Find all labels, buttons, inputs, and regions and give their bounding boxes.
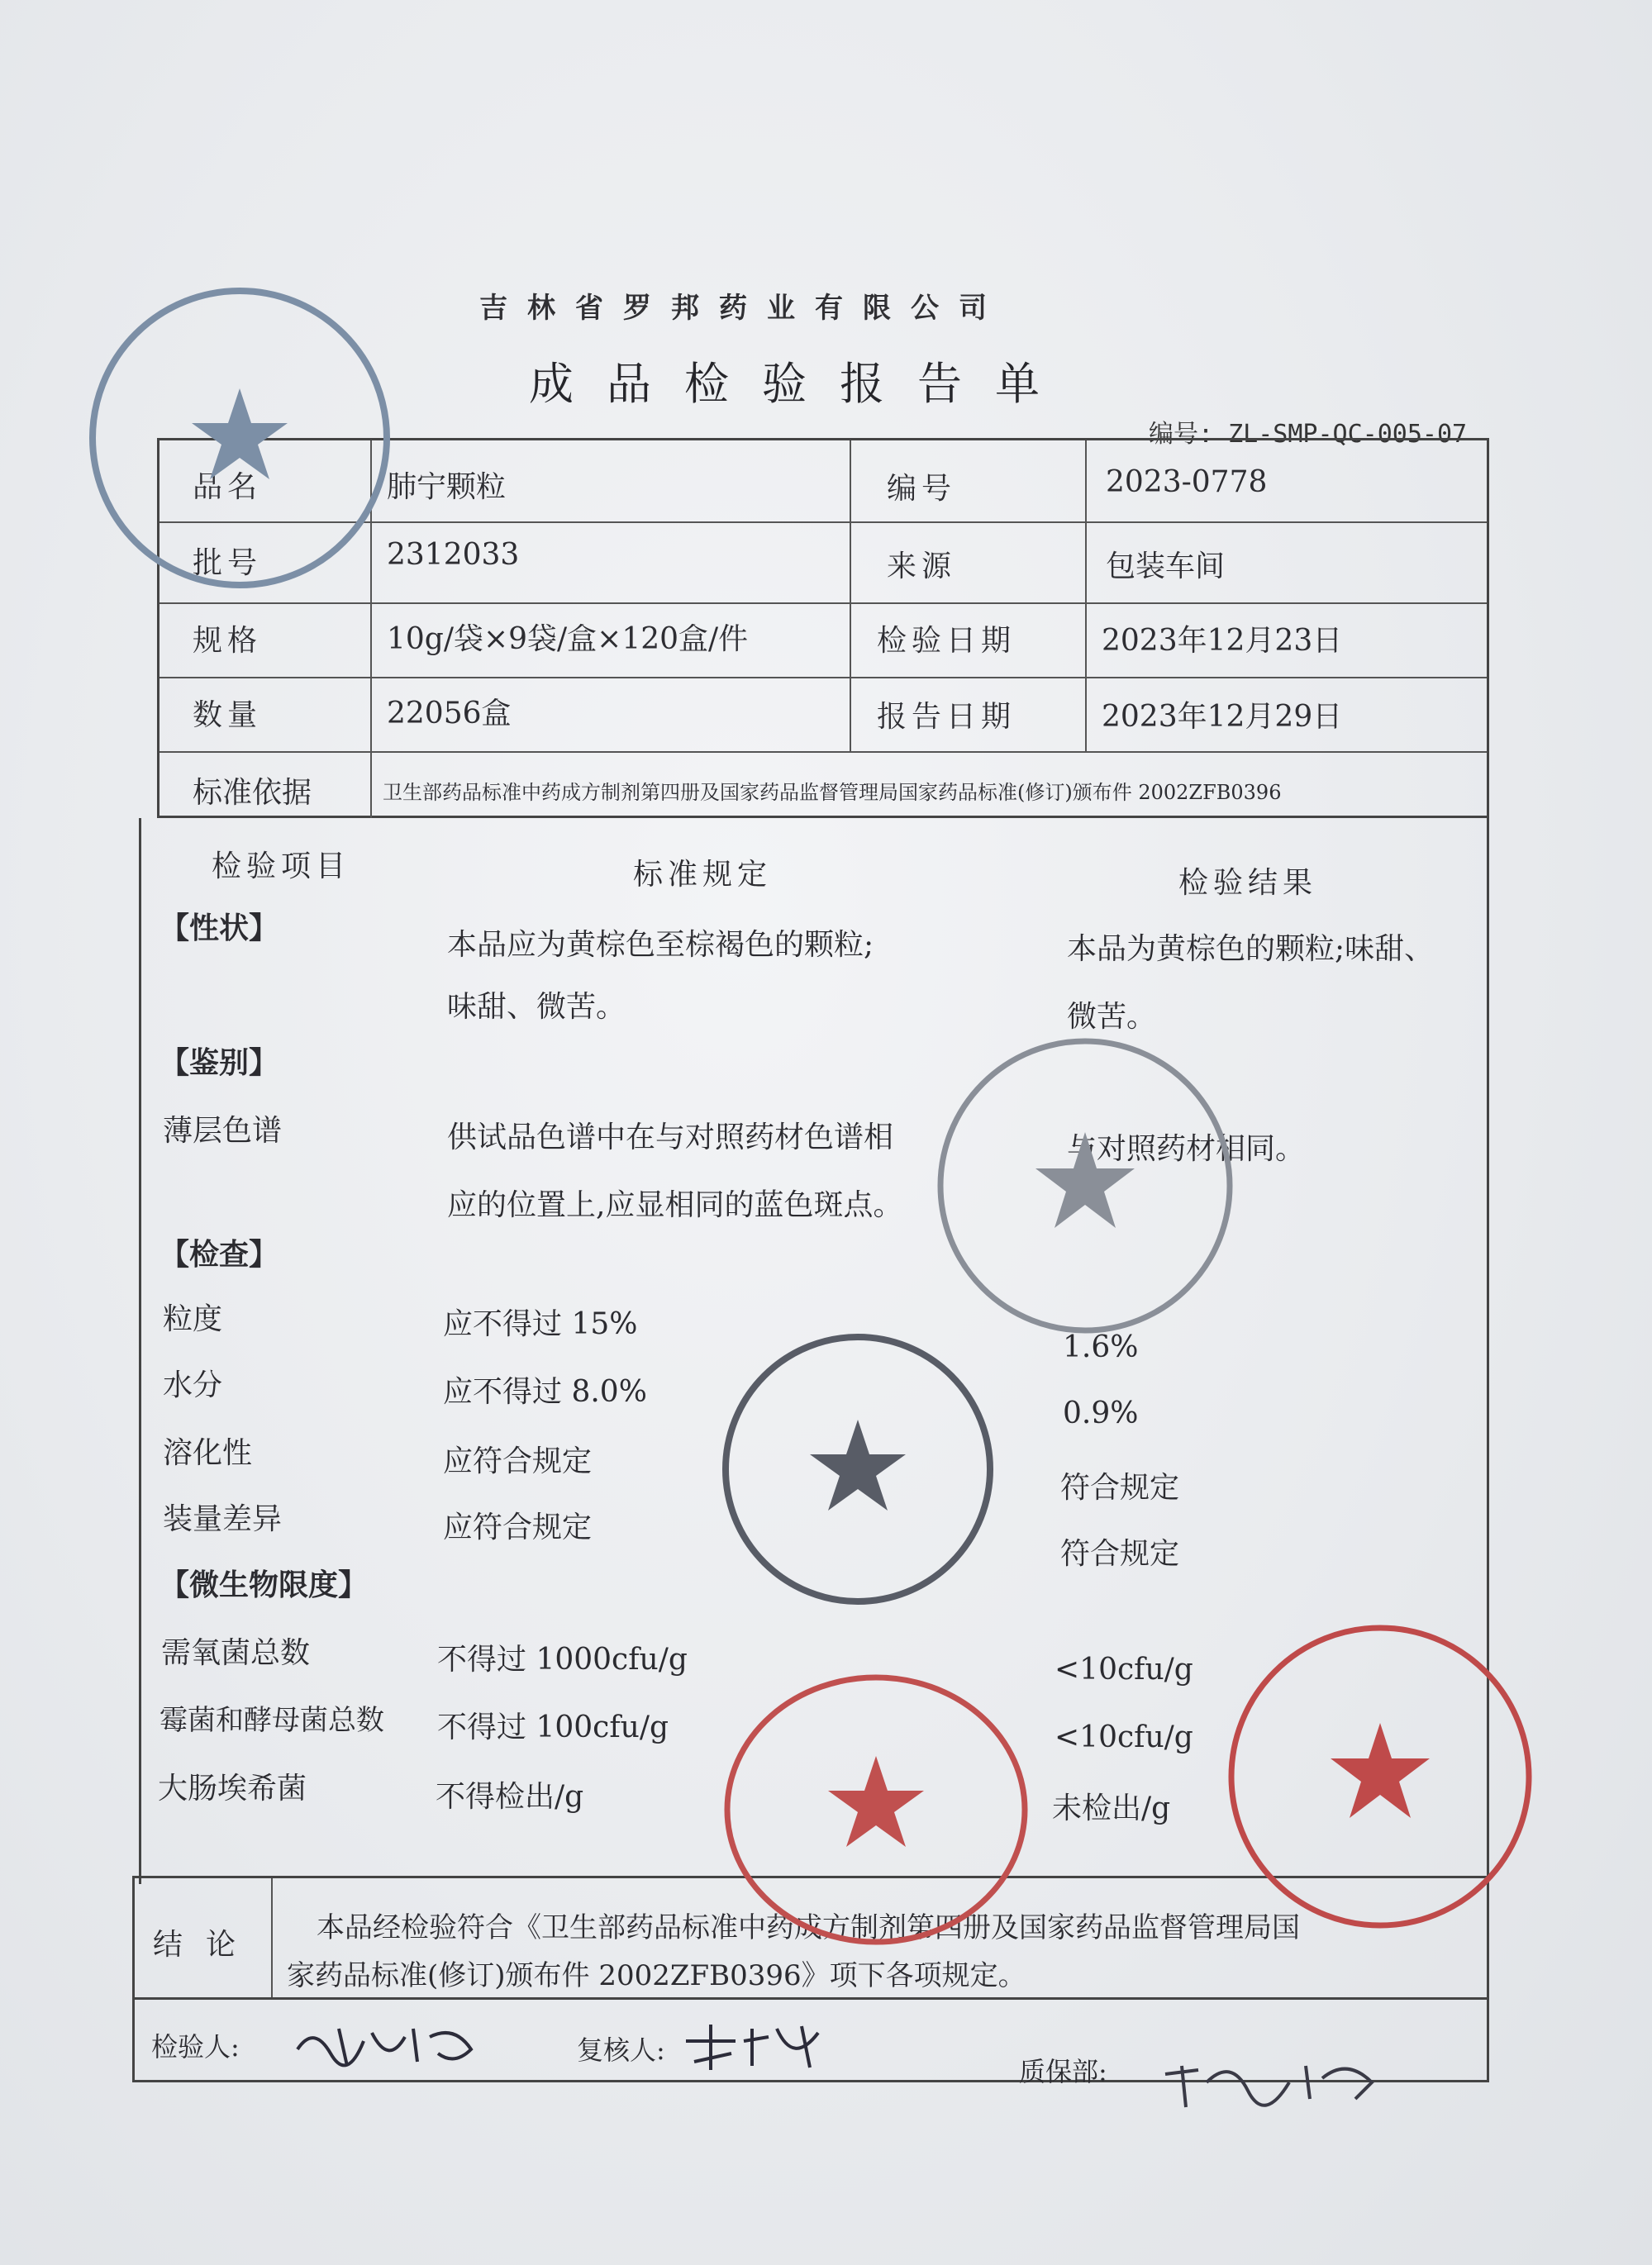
tlc-result: 与对照药材相同。 — [1067, 1132, 1306, 1166]
label-number: 编号 — [887, 472, 957, 506]
item-tlc: 薄层色谱 — [163, 1114, 283, 1148]
tlc-standard-1: 供试品色谱中在与对照药材色谱相 — [447, 1121, 894, 1154]
mold-standard: 不得过 100cfu/g — [437, 1711, 669, 1744]
item-size: 粒度 — [163, 1302, 223, 1336]
qa-label: 质保部: — [1019, 2056, 1107, 2087]
value-batch: 2312033 — [387, 538, 520, 572]
label-inspect-date: 检验日期 — [877, 624, 1016, 658]
label-quantity: 数量 — [193, 698, 263, 732]
value-report-date: 2023年12月29日 — [1102, 700, 1343, 734]
value-standard: 卫生部药品标准中药成方制剂第四册及国家药品监督管理局国家药品标准(修订)颁布件 2002ZFB0396 — [383, 781, 1282, 804]
reviewer-signature — [678, 2016, 843, 2074]
ecoli-result: 未检出/g — [1052, 1792, 1171, 1825]
item-mold: 霉菌和酵母菌总数 — [159, 1704, 384, 1737]
header-item: 检验项目 — [212, 849, 351, 883]
character-result-1: 本品为黄棕色的颗粒;味甜、 — [1067, 932, 1435, 966]
label-source: 来源 — [887, 550, 957, 583]
water-result: 0.9% — [1063, 1397, 1139, 1430]
item-water: 水分 — [163, 1368, 223, 1402]
mold-result: <10cfu/g — [1055, 1720, 1193, 1754]
solubility-result: 符合规定 — [1060, 1471, 1180, 1505]
report-title: 成品检验报告单 — [529, 358, 1073, 410]
label-product-name: 品名 — [193, 470, 263, 504]
character-standard-1: 本品应为黄棕色至棕褐色的颗粒; — [447, 928, 874, 962]
label-standard: 标准依据 — [193, 776, 312, 810]
item-aerobic: 需氧菌总数 — [161, 1636, 311, 1670]
solubility-standard: 应符合规定 — [443, 1444, 593, 1478]
value-product-name: 肺宁颗粒 — [387, 470, 507, 504]
section-micro: 【微生物限度】 — [159, 1568, 369, 1602]
value-number: 2023-0778 — [1106, 465, 1268, 499]
inspector-label: 检验人: — [151, 2031, 240, 2063]
stamp-jiuzhoutong — [932, 1033, 1238, 1339]
value-quantity: 22056盒 — [387, 697, 512, 730]
label-batch: 批号 — [193, 546, 263, 580]
value-source: 包装车间 — [1106, 550, 1226, 583]
stamp-longteng — [1223, 1620, 1537, 1934]
conclusion-text-2: 家药品标准(修订)颁布件 2002ZFB0396》项下各项规定。 — [287, 1959, 1026, 1992]
document-number: 编号: ZL-SMP-QC-005-07 — [1149, 420, 1468, 449]
size-result: 1.6% — [1063, 1330, 1139, 1364]
fill-result: 符合规定 — [1060, 1537, 1180, 1571]
label-spec: 规格 — [193, 624, 263, 658]
company-name: 吉林省罗邦药业有限公司 — [479, 292, 1007, 325]
size-standard: 应不得过 15% — [443, 1307, 638, 1341]
character-result-2: 微苦。 — [1067, 1000, 1157, 1034]
qa-signature — [1149, 2049, 1388, 2115]
character-standard-2: 味甜、微苦。 — [447, 990, 626, 1024]
item-fill: 装量差异 — [163, 1502, 283, 1536]
item-solubility: 溶化性 — [163, 1436, 253, 1470]
inspector-signature — [289, 2016, 488, 2074]
fill-standard: 应符合规定 — [443, 1511, 593, 1544]
header-standard: 标准规定 — [633, 858, 773, 892]
aerobic-result: <10cfu/g — [1055, 1653, 1193, 1687]
section-check: 【检查】 — [159, 1237, 279, 1272]
header-result: 检验结果 — [1178, 866, 1318, 900]
stamp-wantong — [83, 281, 397, 595]
conclusion-text-1: 本品经检验符合《卫生部药品标准中药成方制剂第四册及国家药品监督管理局国 — [317, 1911, 1300, 1944]
value-spec: 10g/袋×9袋/盒×120盒/件 — [387, 622, 749, 656]
ecoli-standard: 不得检出/g — [436, 1780, 584, 1814]
stamp-huaxing — [719, 1665, 1033, 1954]
tlc-standard-2: 应的位置上,应显相同的蓝色斑点。 — [447, 1188, 903, 1222]
value-inspect-date: 2023年12月23日 — [1102, 624, 1343, 658]
aerobic-standard: 不得过 1000cfu/g — [437, 1643, 688, 1677]
reviewer-label: 复核人: — [577, 2034, 665, 2066]
conclusion-label: 结论 — [153, 1928, 259, 1962]
label-report-date: 报告日期 — [877, 700, 1016, 734]
section-identify: 【鉴别】 — [159, 1045, 279, 1080]
stamp-luobang — [717, 1329, 998, 1610]
section-character: 【性状】 — [159, 911, 279, 945]
item-ecoli: 大肠埃希菌 — [158, 1772, 307, 1806]
water-standard: 应不得过 8.0% — [443, 1375, 647, 1409]
